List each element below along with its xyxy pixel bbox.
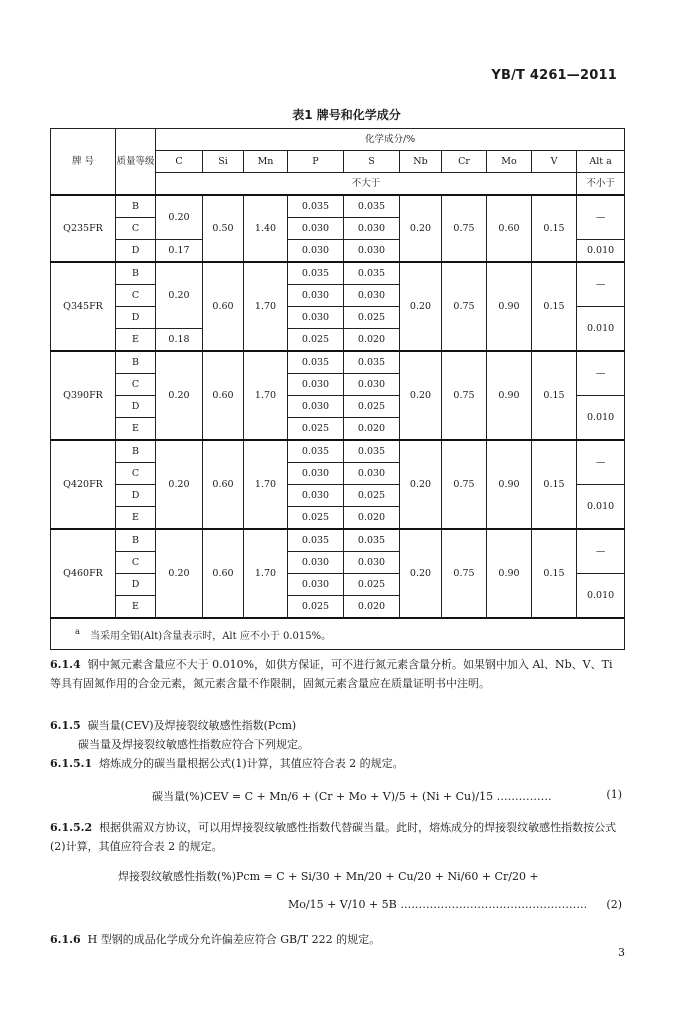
quality-level-cell: B: [116, 262, 156, 285]
p-value: 0.035: [288, 440, 344, 463]
mn-value: 1.40: [244, 195, 288, 262]
s-value: 0.030: [344, 552, 400, 574]
quality-level-cell: D: [116, 485, 156, 507]
element-header: Si: [203, 151, 244, 173]
s-value: 0.020: [344, 418, 400, 441]
quality-level-cell: C: [116, 552, 156, 574]
grade-cell: Q390FR: [51, 351, 116, 440]
quality-level-cell: B: [116, 440, 156, 463]
footnote-text: 当采用全铝(Alt)含量表示时，Alt 应不小于 0.015%。: [89, 630, 332, 642]
si-value: 0.50: [203, 195, 244, 262]
p-value: 0.030: [288, 240, 344, 263]
al-value: —: [577, 262, 625, 307]
p-value: 0.030: [288, 285, 344, 307]
al-value: 0.010: [577, 396, 625, 441]
quality-level-cell: D: [116, 240, 156, 263]
si-value: 0.60: [203, 351, 244, 440]
quality-level-cell: B: [116, 351, 156, 374]
c-value: 0.20: [156, 440, 203, 529]
quality-level-cell: B: [116, 195, 156, 218]
s-value: 0.025: [344, 396, 400, 418]
mo-value: 0.90: [487, 262, 532, 351]
al-value: —: [577, 529, 625, 574]
cr-value: 0.75: [442, 262, 487, 351]
element-header: Mo: [487, 151, 532, 173]
al-value: 0.010: [577, 574, 625, 619]
element-header: V: [532, 151, 577, 173]
s-value: 0.030: [344, 463, 400, 485]
mn-value: 1.70: [244, 262, 288, 351]
section-6-1-6: 6.1.6 H 型钢的成品化学成分允许偏差应符合 GB/T 222 的规定。: [50, 933, 381, 946]
c-value: 0.20: [156, 529, 203, 618]
element-header: Mn: [244, 151, 288, 173]
s-value: 0.035: [344, 440, 400, 463]
section-6-1-5-text: 碳当量及焊接裂纹敏感性指数应符合下列规定。: [78, 738, 309, 751]
al-value: —: [577, 440, 625, 485]
c-value: 0.20: [156, 262, 203, 329]
p-value: 0.030: [288, 218, 344, 240]
al-value: —: [577, 195, 625, 240]
p-value: 0.030: [288, 374, 344, 396]
quality-level-cell: D: [116, 307, 156, 329]
mo-value: 0.90: [487, 351, 532, 440]
grade-cell: Q420FR: [51, 440, 116, 529]
p-value: 0.030: [288, 485, 344, 507]
al-value: —: [577, 351, 625, 396]
table-row: [51, 129, 625, 151]
nb-value: 0.20: [400, 262, 442, 351]
nb-value: 0.20: [400, 195, 442, 262]
quality-level-cell: E: [116, 507, 156, 530]
grade-header: 牌 号: [51, 129, 116, 196]
nb-value: 0.20: [400, 351, 442, 440]
quality-level-cell: C: [116, 374, 156, 396]
cr-value: 0.75: [442, 440, 487, 529]
element-header: Alt a: [577, 151, 625, 173]
element-header: Nb: [400, 151, 442, 173]
element-header: C: [156, 151, 203, 173]
p-value: 0.025: [288, 329, 344, 352]
p-value: 0.030: [288, 463, 344, 485]
section-6-1-5: 6.1.5 碳当量(CEV)及焊接裂纹敏感性指数(Pcm): [50, 719, 297, 732]
quality-level-cell: E: [116, 329, 156, 352]
al-value: 0.010: [577, 307, 625, 352]
v-value: 0.15: [532, 195, 577, 262]
mo-value: 0.90: [487, 440, 532, 529]
p-value: 0.030: [288, 552, 344, 574]
al-value: 0.010: [577, 485, 625, 530]
table-row: [51, 262, 625, 285]
grade-cell: Q345FR: [51, 262, 116, 351]
p-value: 0.030: [288, 396, 344, 418]
element-header: Cr: [442, 151, 487, 173]
page-number: 3: [618, 946, 625, 959]
v-value: 0.15: [532, 262, 577, 351]
s-value: 0.035: [344, 195, 400, 218]
table-row: [51, 195, 625, 218]
formula-1: 碳当量(%)CEV = C + Mn/6 + (Cr + Mo + V)/5 + (Ni + Cu)/15 …………… (1): [152, 788, 622, 803]
c-value: 0.17: [156, 240, 203, 263]
si-value: 0.60: [203, 529, 244, 618]
cr-value: 0.75: [442, 351, 487, 440]
p-value: 0.025: [288, 507, 344, 530]
quality-header: 质量等级: [116, 129, 156, 196]
mn-value: 1.70: [244, 440, 288, 529]
not-greater-label: 不大于: [156, 173, 577, 196]
standard-code: YB/T 4261—2011: [491, 68, 617, 83]
s-value: 0.025: [344, 485, 400, 507]
quality-level-cell: E: [116, 418, 156, 441]
mn-value: 1.70: [244, 351, 288, 440]
s-value: 0.035: [344, 351, 400, 374]
si-value: 0.60: [203, 262, 244, 351]
table-row: [51, 618, 625, 650]
p-value: 0.035: [288, 262, 344, 285]
s-value: 0.030: [344, 218, 400, 240]
chemical-composition-table: [50, 128, 625, 650]
formula-2-line-2: Mo/15 + V/10 + 5B …………………………………………… (2): [288, 898, 622, 911]
c-value: 0.20: [156, 195, 203, 240]
footnote-marker: a: [75, 626, 80, 637]
chem-header: 化学成分/%: [156, 129, 625, 151]
nb-value: 0.20: [400, 529, 442, 618]
grade-cell: Q460FR: [51, 529, 116, 618]
table-caption: 表1 牌号和化学成分: [292, 108, 401, 122]
p-value: 0.025: [288, 596, 344, 619]
quality-level-cell: C: [116, 285, 156, 307]
p-value: 0.035: [288, 195, 344, 218]
s-value: 0.025: [344, 307, 400, 329]
p-value: 0.030: [288, 574, 344, 596]
table-row: [51, 440, 625, 463]
p-value: 0.025: [288, 418, 344, 441]
element-header: S: [344, 151, 400, 173]
si-value: 0.60: [203, 440, 244, 529]
quality-level-cell: C: [116, 463, 156, 485]
quality-level-cell: D: [116, 574, 156, 596]
s-value: 0.035: [344, 262, 400, 285]
grade-cell: Q235FR: [51, 195, 116, 262]
p-value: 0.035: [288, 351, 344, 374]
quality-level-cell: D: [116, 396, 156, 418]
c-value: 0.18: [156, 329, 203, 352]
s-value: 0.020: [344, 507, 400, 530]
formula-2-line-1: 焊接裂纹敏感性指数(%)Pcm = C + Si/30 + Mn/20 + Cu/20 + Ni/60 + Cr/20 +: [118, 870, 539, 883]
v-value: 0.15: [532, 440, 577, 529]
section-6-1-5-2: 6.1.5.2 根据供需双方协议，可以用焊接裂纹敏感性指数代替碳当量。此时，熔炼成分的焊接裂纹敏感性指数按公式(2)计算，其值应符合表 2 的规定。: [50, 821, 617, 853]
quality-level-cell: E: [116, 596, 156, 619]
table-row: [51, 351, 625, 374]
s-value: 0.035: [344, 529, 400, 552]
quality-level-cell: B: [116, 529, 156, 552]
element-header: P: [288, 151, 344, 173]
mo-value: 0.60: [487, 195, 532, 262]
table-row: [51, 529, 625, 552]
cr-value: 0.75: [442, 195, 487, 262]
c-value: 0.20: [156, 351, 203, 440]
s-value: 0.030: [344, 374, 400, 396]
mo-value: 0.90: [487, 529, 532, 618]
al-value: 0.010: [577, 240, 625, 263]
cr-value: 0.75: [442, 529, 487, 618]
table-footnote: [51, 618, 625, 650]
v-value: 0.15: [532, 351, 577, 440]
s-value: 0.025: [344, 574, 400, 596]
s-value: 0.020: [344, 329, 400, 352]
s-value: 0.030: [344, 285, 400, 307]
nb-value: 0.20: [400, 440, 442, 529]
quality-level-cell: C: [116, 218, 156, 240]
p-value: 0.030: [288, 307, 344, 329]
section-6-1-5-1: 6.1.5.1 熔炼成分的碳当量根据公式(1)计算，其值应符合表 2 的规定。: [50, 757, 404, 770]
section-6-1-4: 6.1.4 钢中氮元素含量应不大于 0.010%，如供方保证，可不进行氮元素含量分析。如果钢中加入 Al、Nb、V、Ti 等具有固氮作用的合金元素，氮元素含量不作限制，固氮元素含量应在质量证明书中注明。: [50, 658, 613, 690]
s-value: 0.020: [344, 596, 400, 619]
mn-value: 1.70: [244, 529, 288, 618]
s-value: 0.030: [344, 240, 400, 263]
v-value: 0.15: [532, 529, 577, 618]
not-less-label: 不小于: [577, 173, 625, 196]
p-value: 0.035: [288, 529, 344, 552]
